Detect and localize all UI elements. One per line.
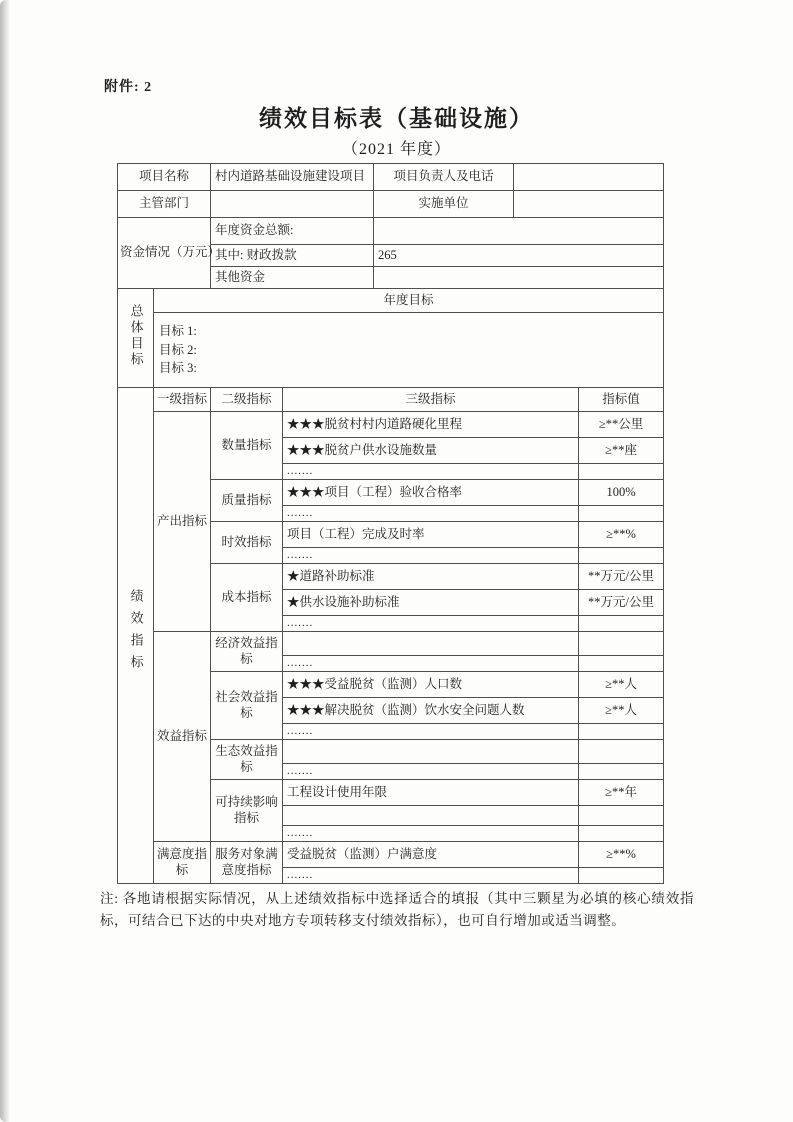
level2-quality: 质量指标 xyxy=(211,480,283,522)
attachment-label: 附件: 2 xyxy=(104,80,153,95)
indicator-name: ★★★脱贫户供水设施数量 xyxy=(283,438,579,464)
indicator-name: ....... xyxy=(283,464,579,480)
funding-section-label xyxy=(118,218,221,289)
indicator-name: ★★★项目（工程）验收合格率 xyxy=(283,480,579,506)
indicator-name: ....... xyxy=(283,506,579,522)
level2-social: 社会效益指标 xyxy=(211,672,283,740)
indicator-value: ≥**公里 xyxy=(579,412,664,438)
dept-label: 主管部门 xyxy=(118,191,211,218)
level2-timeliness: 时效指标 xyxy=(211,522,283,564)
impl-unit-label: 实施单位 xyxy=(374,191,514,218)
indicator-value: ≥**% xyxy=(579,522,664,548)
goal-2: 目标 2: xyxy=(159,342,197,357)
indicator-value: ≥**年 xyxy=(579,780,664,806)
level1-satisfaction: 满意度指标 xyxy=(154,842,211,884)
indicator-name: ....... xyxy=(283,868,579,884)
funding-other-label: 其他资金 xyxy=(211,267,374,289)
overall-goal-section-label xyxy=(118,289,154,388)
indicator-value: **万元/公里 xyxy=(579,590,664,616)
indicators-section-label-text: 绩效指标 xyxy=(128,589,144,678)
table-row xyxy=(118,632,664,656)
indicator-value: ≥**人 xyxy=(579,672,664,698)
indicators-section-label xyxy=(118,388,154,884)
annual-goal-list xyxy=(154,313,664,388)
level2-sustainable: 可持续影响指标 xyxy=(211,780,283,842)
indicator-name xyxy=(283,632,579,656)
table-row xyxy=(118,218,664,245)
indicator-name: ....... xyxy=(283,724,579,740)
scan-page-edge xyxy=(0,0,10,1122)
table-row xyxy=(118,842,664,868)
level1-output: 产出指标 xyxy=(154,412,211,632)
overall-goal-section-label-text: 总体目标 xyxy=(128,303,144,368)
indicator-value xyxy=(579,806,664,826)
table-row xyxy=(118,164,664,191)
indicator-name: ★★★受益脱贫（监测）人口数 xyxy=(283,672,579,698)
indicator-name: ....... xyxy=(283,616,579,632)
funding-fiscal-value: 265 xyxy=(374,245,664,267)
header-level1: 一级指标 xyxy=(154,388,211,412)
header-value: 指标值 xyxy=(579,388,664,412)
indicator-value xyxy=(579,506,664,522)
page-title: 绩效目标表（基础设施） xyxy=(259,106,534,131)
indicator-value xyxy=(579,868,664,884)
level2-service-satisfaction: 服务对象满意度指标 xyxy=(211,842,283,884)
indicator-value xyxy=(579,740,664,764)
goal-1: 目标 1: xyxy=(159,323,197,338)
table-row xyxy=(118,191,664,218)
project-name-value: 村内道路基础设施建设项目 xyxy=(211,164,374,191)
indicator-value: **万元/公里 xyxy=(579,564,664,590)
level2-cost: 成本指标 xyxy=(211,564,283,632)
manager-label: 项目负责人及电话 xyxy=(374,164,514,191)
indicator-name: ★★★解决脱贫（监测）饮水安全问题人数 xyxy=(283,698,579,724)
indicator-value xyxy=(579,764,664,780)
level1-benefit: 效益指标 xyxy=(154,632,211,842)
annual-goal-header: 年度目标 xyxy=(154,289,664,313)
impl-unit-value xyxy=(514,191,664,218)
page-subtitle: （2021 年度） xyxy=(341,141,451,158)
indicator-value: ≥**% xyxy=(579,842,664,868)
level2-ecological: 生态效益指标 xyxy=(211,740,283,780)
funding-other-value xyxy=(374,267,664,289)
manager-value xyxy=(514,164,664,191)
indicator-value xyxy=(579,724,664,740)
indicator-name xyxy=(283,740,579,764)
indicator-value xyxy=(579,464,664,480)
funding-fiscal-label: 其中: 财政拨款 xyxy=(211,245,374,267)
indicator-name xyxy=(283,806,579,826)
indicator-value xyxy=(579,616,664,632)
performance-target-table xyxy=(117,163,664,884)
funding-total-value xyxy=(374,218,664,245)
indicator-name: ....... xyxy=(283,764,579,780)
funding-section-label-text: 资金情况（万元） xyxy=(120,245,221,260)
indicator-name: ....... xyxy=(283,656,579,672)
indicator-value xyxy=(579,632,664,656)
table-row xyxy=(118,412,664,438)
indicator-name: ★道路补助标准 xyxy=(283,564,579,590)
table-row xyxy=(118,388,664,412)
table-row xyxy=(118,313,664,388)
indicator-value: 100% xyxy=(579,480,664,506)
indicator-value: ≥**座 xyxy=(579,438,664,464)
header-level3: 三级指标 xyxy=(283,388,579,412)
dept-value xyxy=(211,191,374,218)
indicator-value: ≥**人 xyxy=(579,698,664,724)
indicator-name: 项目（工程）完成及时率 xyxy=(283,522,579,548)
footnote: 注: 各地请根据实际情况，从上述绩效指标中选择适合的填报（其中三颗星为必填的核心绩效指标，可结合已下达的中央对地方专项转移支付绩效指标），也可自行增加或适当调整。 xyxy=(100,891,694,929)
indicator-name: ....... xyxy=(283,826,579,842)
indicator-name: ★供水设施补助标准 xyxy=(283,590,579,616)
indicator-name: ★★★脱贫村村内道路硬化里程 xyxy=(283,412,579,438)
indicator-name: 受益脱贫（监测）户满意度 xyxy=(283,842,579,868)
project-name-label: 项目名称 xyxy=(118,164,211,191)
indicator-value xyxy=(579,548,664,564)
goal-3: 目标 3: xyxy=(159,361,197,376)
indicator-value xyxy=(579,656,664,672)
table-row xyxy=(118,289,664,313)
level2-quantity: 数量指标 xyxy=(211,412,283,480)
indicator-name: 工程设计使用年限 xyxy=(283,780,579,806)
indicator-value xyxy=(579,826,664,842)
indicator-name: ....... xyxy=(283,548,579,564)
header-level2: 二级指标 xyxy=(211,388,283,412)
level2-economic: 经济效益指标 xyxy=(211,632,283,672)
funding-total-label: 年度资金总额: xyxy=(211,218,374,245)
